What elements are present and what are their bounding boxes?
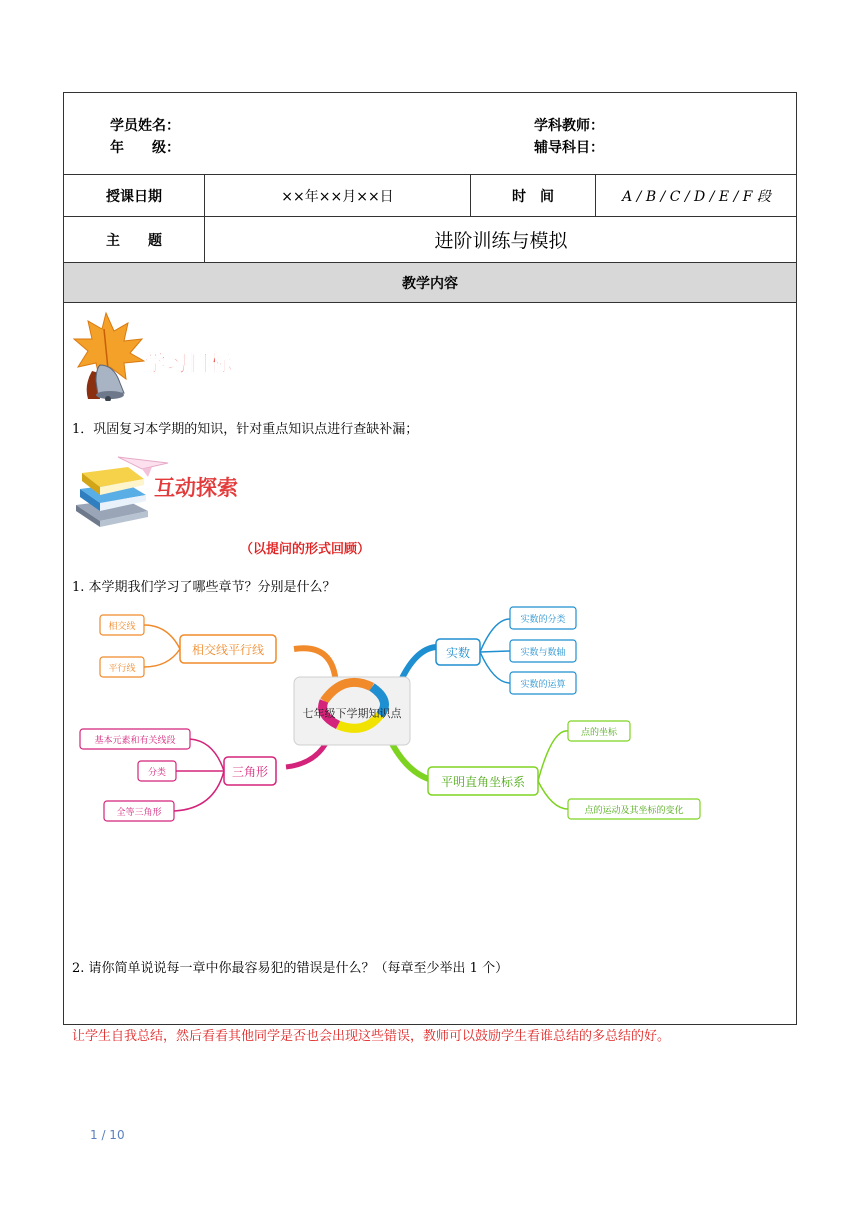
mind-map-center-label: 七年级下学期知识点: [302, 707, 402, 720]
time-label: 时 间: [471, 175, 596, 216]
branch-shishu: [436, 607, 576, 694]
time-value: A / B / C / D / E / F 段: [622, 188, 771, 205]
teacher-label: 学科教师：: [534, 118, 604, 134]
question-1: 1. 本学期我们学习了哪些章节？分别是什么？: [72, 580, 336, 595]
svg-text:基本元素和有关线段: 基本元素和有关线段: [94, 736, 176, 746]
svg-text:点的运动及其坐标的变化: 点的运动及其坐标的变化: [584, 806, 684, 816]
date-value: ××年××月××日: [205, 175, 471, 216]
date-time-row: [64, 175, 796, 217]
lesson-table: [63, 92, 797, 1044]
answer-note: 让学生自我总结，然后看看其他同学是否也会出现这些错误，教师可以鼓励学生看谁总结的多总结的好。: [72, 1029, 671, 1044]
svg-text:实数的分类: 实数的分类: [520, 615, 566, 625]
grade-label: 年 级：: [110, 140, 180, 156]
svg-text:相交线: 相交线: [108, 622, 136, 632]
topic-row: [64, 217, 796, 263]
svg-text:实数: 实数: [445, 646, 471, 660]
student-info-row: [64, 93, 796, 175]
svg-text:实数的运算: 实数的运算: [520, 680, 566, 690]
interactive-explore-title: 互动探索: [154, 476, 238, 500]
learning-goal-title: 学习目标: [144, 352, 233, 377]
interactive-explore-banner: [70, 451, 250, 529]
goal-item-1: 1．巩固复习本学期的知识，针对重点知识点进行查缺补漏；: [72, 422, 419, 437]
svg-text:平明直角坐标系: 平明直角坐标系: [440, 775, 526, 789]
svg-text:平行线: 平行线: [108, 664, 136, 674]
student-name-label: 学员姓名：: [110, 118, 180, 134]
svg-text:三角形: 三角形: [231, 765, 269, 779]
content-area: [64, 303, 796, 1044]
branch-zuobiao: [428, 721, 700, 819]
svg-text:实数与数轴: 实数与数轴: [520, 648, 566, 658]
topic-value: 进阶训练与模拟: [434, 230, 568, 252]
question-2: 2. 请你简单说说每一章中你最容易犯的错误是什么？（每章至少举出 1 个）: [72, 961, 509, 976]
knowledge-mind-map: [74, 597, 724, 837]
svg-text:分类: 分类: [147, 768, 167, 778]
books-icon: [76, 467, 148, 527]
svg-text:全等三角形: 全等三角形: [116, 808, 162, 818]
learning-goal-banner: [70, 309, 250, 401]
svg-text:点的坐标: 点的坐标: [580, 728, 618, 738]
subject-label: 辅导科目：: [534, 140, 604, 156]
branch-sanjiao: [80, 729, 276, 821]
branch-xiangjiao: [100, 615, 276, 677]
explore-subtitle: （以提问的形式回顾）: [240, 542, 371, 557]
content-header: 教学内容: [402, 275, 458, 292]
topic-label: 主 题: [64, 217, 205, 262]
page-number: 1 / 10: [90, 1128, 125, 1142]
content-header-row: [64, 263, 796, 303]
svg-text:相交线平行线: 相交线平行线: [191, 643, 265, 657]
date-label: 授课日期: [64, 175, 205, 216]
